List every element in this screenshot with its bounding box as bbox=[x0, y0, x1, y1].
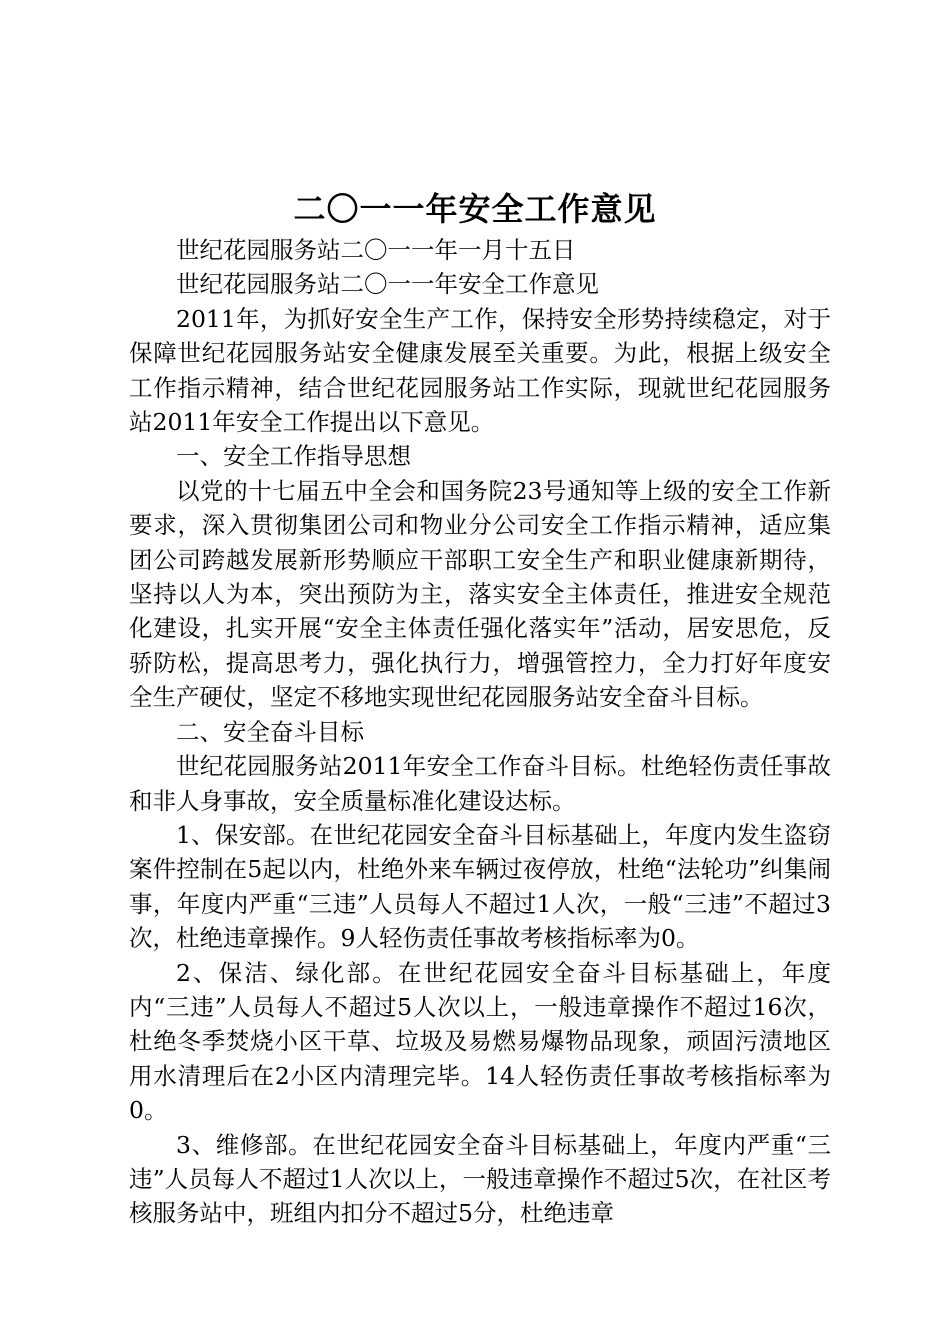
section-heading-safety-goals: 二、安全奋斗目标 bbox=[176, 717, 364, 746]
safety-goals-paragraph: 世纪花园服务站2011年安全工作奋斗目标。杜绝轻伤责任事故和非人身事故，安全质量标准化建设达标。 bbox=[129, 752, 831, 815]
date-line: 世纪花园服务站二〇一一年一月十五日 bbox=[176, 236, 576, 264]
subtitle-line: 世纪花园服务站二〇一一年安全工作意见 bbox=[176, 270, 599, 299]
document-title: 二〇一一年安全工作意见 bbox=[293, 190, 657, 228]
guiding-thought-paragraph: 以党的十七届五中全会和国务院23号通知等上级的安全工作新要求，深入贯彻集团公司和物业分公司安全工作指示精神，适应集团公司跨越发展新形势顺应干部职工安全生产和职业健康新期待，坚持以人为本，突出预防为主，落实安全主体责任，推进安全规范化建设，扎实开展“安全主体责任强化落实年”活动，居安思危，反骄防松，提高思考力，强化执行力，增强管控力，全力打好年度安全生产硬仗，坚定不移地实现世纪花园服务站安全奋斗目标。 bbox=[129, 476, 831, 712]
cleaning-dept-paragraph: 2、保洁、绿化部。在世纪花园安全奋斗目标基础上，年度内“三违”人员每人不超过5人次以上，一般违章操作不超过16次，杜绝冬季焚烧小区干草、垃圾及易燃易爆物品现象，顽固污渍地区用水清理后在2小区内清理完毕。14人轻伤责任事故考核指标率为0。 bbox=[129, 958, 831, 1125]
section-heading-guiding-thought: 一、安全工作指导思想 bbox=[176, 442, 411, 471]
document-body bbox=[129, 233, 831, 1231]
intro-paragraph: 2011年，为抓好安全生产工作，保持安全形势持续稳定，对于保障世纪花园服务站安全健康发展至关重要。为此，根据上级安全工作指示精神，结合世纪花园服务站工作实际，现就世纪花园服务站2011年安全工作提出以下意见。 bbox=[129, 304, 831, 437]
security-dept-paragraph: 1、保安部。在世纪花园安全奋斗目标基础上，年度内发生盗窃案件控制在5起以内，杜绝外来车辆过夜停放，杜绝“法轮功”纠集闹事，年度内严重“三违”人员每人不超过1人次，一般“三违”不超过3次，杜绝违章操作。9人轻伤责任事故考核指标率为0。 bbox=[129, 820, 831, 953]
maintenance-dept-paragraph: 3、维修部。在世纪花园安全奋斗目标基础上，年度内严重“三违”人员每人不超过1人次以上，一般违章操作不超过5次，在社区考核服务站中，班组内扣分不超过5分，杜绝违章 bbox=[129, 1130, 831, 1228]
